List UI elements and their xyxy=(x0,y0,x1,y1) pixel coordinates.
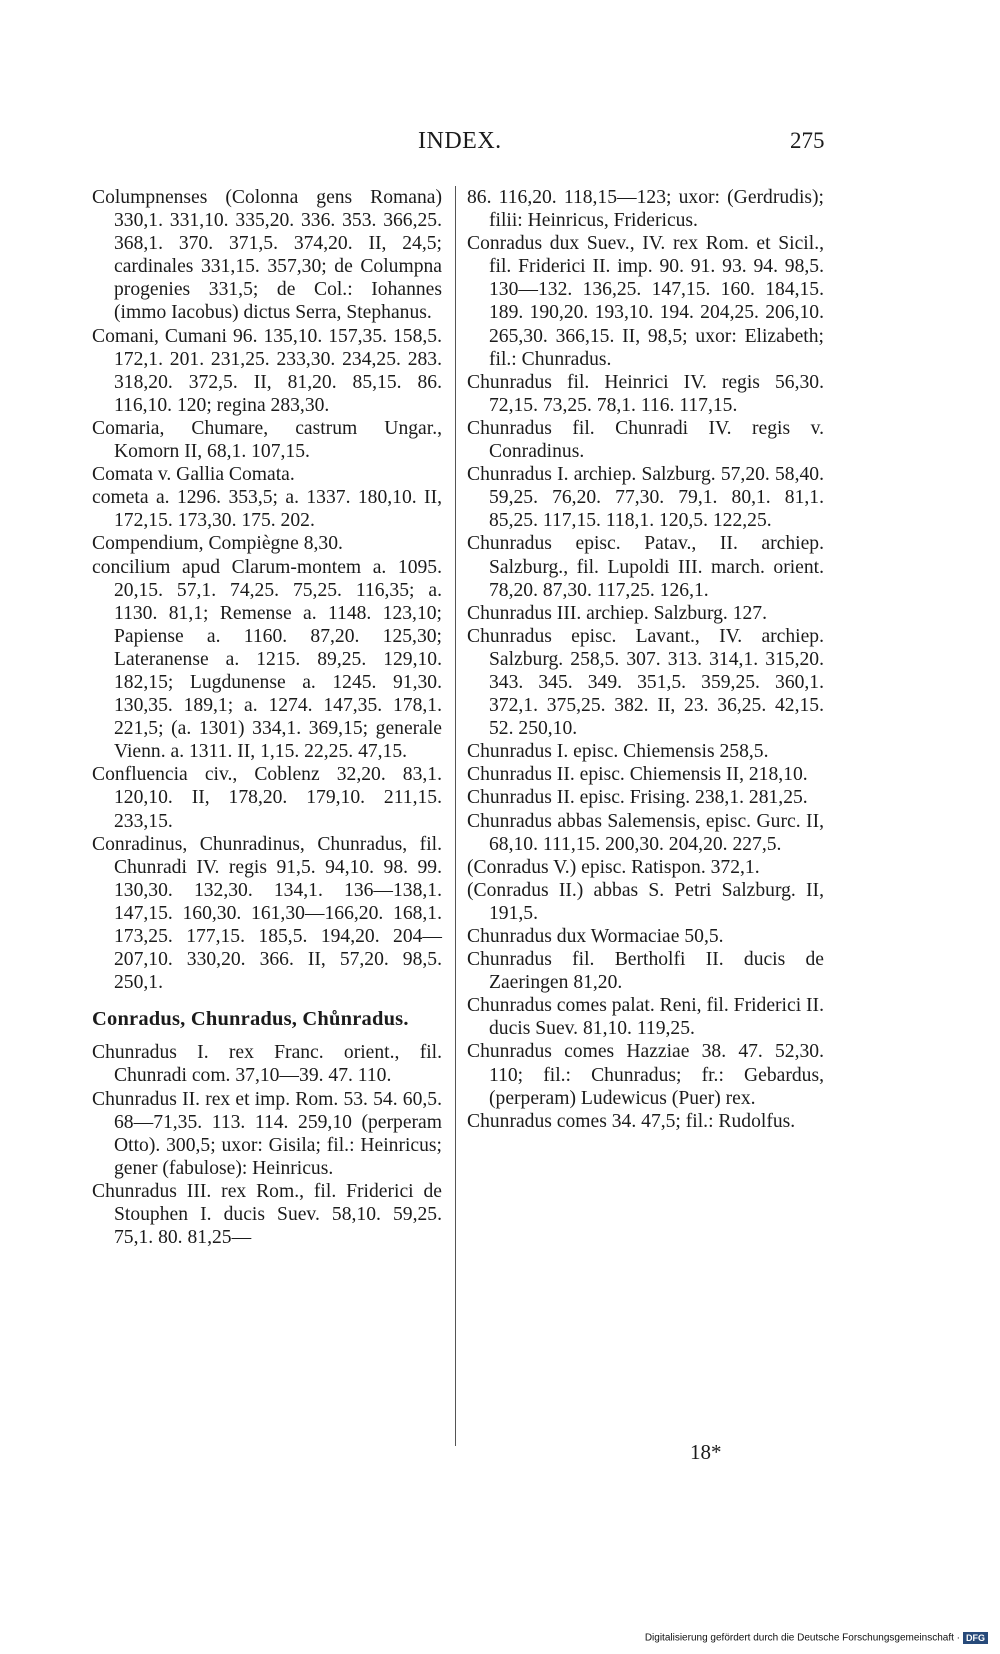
index-entry: Comani, Cumani 96. 135,10. 157,35. 158,5. 172,1. 201. 231,25. 233,30. 234,25. 283. 318,20. 372,5. II, 81,20. 85,15. 86. 116,10. 120; regina 283,30. xyxy=(92,325,442,416)
index-entry: Chunradus comes palat. Reni, fil. Friderici II. ducis Suev. 81,10. 119,25. xyxy=(467,995,824,1040)
right-column xyxy=(467,186,824,1133)
index-entry: Chunradus fil. Bertholfi II. ducis de Zaeringen 81,20. xyxy=(467,949,824,994)
index-entry: Chunradus comes Hazziae 38. 47. 52,30. 110; fil.: Chunradus; fr.: Gebardus, (perperam) Ludewicus (Puer) rex. xyxy=(467,1041,824,1109)
page-header xyxy=(0,128,1000,162)
column-divider xyxy=(455,186,456,1446)
index-entry: Chunradus II. episc. Frising. 238,1. 281,25. xyxy=(467,787,808,809)
index-entries-b xyxy=(92,1041,442,1249)
index-entry: Conradinus, Chunradinus, Chunradus, fil. Chunradi IV. regis 91,5. 94,10. 98. 99. 130,30. 132,30. 134,1. 136—138,1. 147,15. 160,30. 161,30—166,20. 168,1. 173,25. 177,15. 185,5. 194,20. 204—207,10. 330,20. 366. II, 57,20. 98,5. 250,1. xyxy=(92,833,442,994)
index-entry: Chunradus III. archiep. Salzburg. 127. xyxy=(467,602,768,624)
left-column xyxy=(92,186,442,1249)
index-entry: Chunradus episc. Lavant., IV. archiep. Salzburg. 258,5. 307. 313. 314,1. 315,20. 343. 345. 349. 351,5. 359,25. 360,1. 372,1. 375,25. 382. II, 23. 36,25. 42,15. 52. 250,10. xyxy=(467,625,824,740)
index-entry: Comaria, Chumare, castrum Ungar., Komorn II, 68,1. 107,15. xyxy=(92,417,442,463)
index-entry: (Conradus V.) episc. Ratispon. 372,1. xyxy=(467,856,760,878)
signature-mark: 18* xyxy=(690,1440,722,1464)
index-entry: Chunradus III. rex Rom., fil. Friderici de Stouphen I. ducis Suev. 58,10. 59,25. 75,1. 80. 81,25— xyxy=(92,1180,442,1249)
section-heading: Conradus, Chunradus, Chůnradus. xyxy=(92,1008,409,1031)
index-entry: Chunradus I. rex Franc. orient., fil. Chunradi com. 37,10—39. 47. 110. xyxy=(92,1042,442,1087)
index-entry: Chunradus I. archiep. Salzburg. 57,20. 58,40. 59,25. 76,20. 77,30. 79,1. 80,1. 81,1. 85,25. 117,15. 118,1. 120,5. 122,25. xyxy=(467,464,824,532)
footer-text: Digitalisierung gefördert durch die Deutsche Forschungsgemeinschaft · xyxy=(644,1632,960,1644)
page-number: 275 xyxy=(790,128,825,153)
index-entry: 86. 116,20. 118,15—123; uxor: (Gerdrudis); filii: Heinricus, Fridericus. xyxy=(467,187,824,232)
index-entry: Chunradus II. rex et imp. Rom. 53. 54. 60,5. 68—71,35. 113. 114. 259,10 (perperam Otto). 300,5; uxor: Gisila; fil.: Heinricus; gener (fabulose): Heinricus. xyxy=(92,1088,442,1179)
index-entry: Chunradus episc. Patav., II. archiep. Salzburg., fil. Lupoldi III. march. orient. 78,20. 87,30. 117,25. 126,1. xyxy=(467,533,824,601)
index-entry: Chunradus comes 34. 47,5; fil.: Rudolfus. xyxy=(467,1110,796,1132)
index-entry: Conradus dux Suev., IV. rex Rom. et Sicil., fil. Friderici II. imp. 90. 91. 93. 94. 98,5. 130—132. 136,25. 147,15. 160. 184,15. 189. 190,20. 193,10. 194. 204,25. 206,10. 265,30. 366,15. II, 98,5; uxor: Elizabeth; fil.: Chunradus. xyxy=(467,233,824,370)
index-entry: Compendium, Compiègne 8,30. xyxy=(92,533,343,555)
index-entry: Columpnenses (Colonna gens Romana) 330,1. 331,10. 335,20. 336. 353. 366,25. 368,1. 370. 371,5. 374,20. II, 24,5; cardinales 331,15. 357,30; de Columpna progenies 331,5; de Col.: Iohannes (immo Iacobus) dictus Serra, Stephanus. xyxy=(92,187,442,324)
index-entry: Chunradus II. episc. Chiemensis II, 218,10. xyxy=(467,764,808,786)
footer-credit xyxy=(645,1632,988,1644)
index-entry: Chunradus I. episc. Chiemensis 258,5. xyxy=(467,741,769,763)
index-entry: concilium apud Clarum-montem a. 1095. 20,15. 57,1. 74,25. 75,25. 116,35; a. 1130. 81,1; Remense a. 1148. 123,10; Papiense a. 1160. 87,20. 125,30; Lateranense a. 1215. 89,25. 129,10. 182,15; Lugdunense a. 1245. 91,30. 130,35. 189,1; a. 1274. 147,35. 178,1. 221,5; (a. 1301) 334,1. 369,15; generale Vienn. a. 1311. II, 1,15. 22,25. 47,15. xyxy=(92,556,442,763)
index-entries-a xyxy=(92,186,442,994)
index-entry: cometa a. 1296. 353,5; a. 1337. 180,10. II, 172,15. 173,30. 175. 202. xyxy=(92,487,442,532)
index-entry: Chunradus abbas Salemensis, episc. Gurc. II, 68,10. 111,15. 200,30. 204,20. 227,5. xyxy=(467,810,824,855)
page-title: INDEX. xyxy=(418,128,502,154)
index-entry: Chunradus dux Wormaciae 50,5. xyxy=(467,926,724,947)
index-entry: Chunradus fil. Heinrici IV. regis 56,30. 72,15. 73,25. 78,1. 116. 117,15. xyxy=(467,371,824,416)
dfg-logo-badge: DFG xyxy=(963,1632,988,1644)
index-entry: Confluencia civ., Coblenz 32,20. 83,1. 120,10. II, 178,20. 179,10. 211,15. 233,15. xyxy=(92,764,442,832)
index-entry: Chunradus fil. Chunradi IV. regis v. Conradinus. xyxy=(467,417,824,463)
index-entry: (Conradus II.) abbas S. Petri Salzburg. II, 191,5. xyxy=(467,879,824,924)
index-entry: Comata v. Gallia Comata. xyxy=(92,464,295,486)
